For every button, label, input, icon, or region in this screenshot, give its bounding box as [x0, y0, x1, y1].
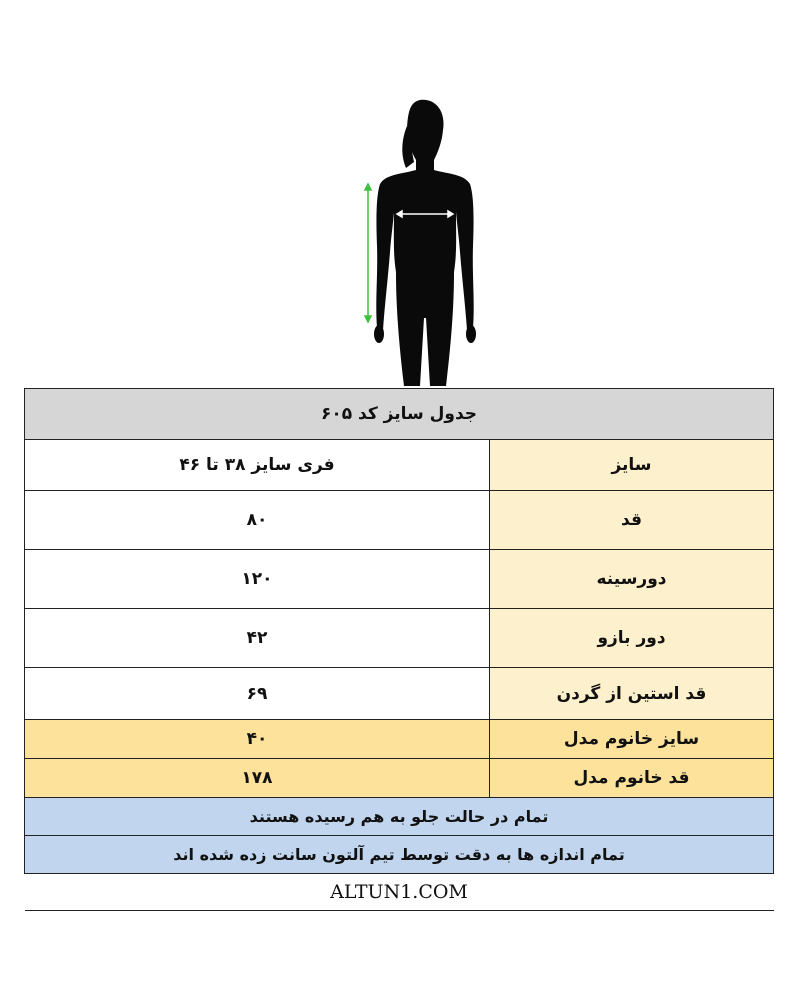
chest-label: دورسینه	[490, 550, 774, 609]
website-row	[25, 874, 774, 911]
model-size-value: ۴۰	[25, 720, 490, 759]
note-text: تمام در حالت جلو به هم رسیده هستند	[25, 798, 774, 836]
model-height-label: قد خانوم مدل	[490, 759, 774, 798]
note-text: تمام اندازه ها به دقت توسط تیم آلتون سانت زده شده اند	[25, 836, 774, 874]
table-row	[25, 759, 774, 798]
table-title: جدول سایز کد ۶۰۵	[25, 389, 774, 440]
website-url: ALTUN1.COM	[25, 874, 774, 911]
table-title-row	[25, 389, 774, 440]
length-label: قد	[490, 491, 774, 550]
table-row	[25, 491, 774, 550]
silhouette-icon	[374, 100, 476, 386]
model-height-value: ۱۷۸	[25, 759, 490, 798]
arm-label: دور بازو	[490, 609, 774, 668]
length-arrow-icon	[365, 184, 371, 322]
note-row	[25, 798, 774, 836]
size-label: سایز	[490, 440, 774, 491]
size-chart-table	[24, 388, 774, 911]
length-value: ۸۰	[25, 491, 490, 550]
table-row	[25, 440, 774, 491]
model-size-label: سایز خانوم مدل	[490, 720, 774, 759]
table-row	[25, 720, 774, 759]
body-silhouette-illustration	[350, 96, 500, 386]
sleeve-label: قد استین از گردن	[490, 668, 774, 720]
table-row	[25, 550, 774, 609]
note-row	[25, 836, 774, 874]
size-value: فری سایز ۳۸ تا ۴۶	[25, 440, 490, 491]
sleeve-value: ۶۹	[25, 668, 490, 720]
arm-value: ۴۲	[25, 609, 490, 668]
table-row	[25, 609, 774, 668]
chest-value: ۱۲۰	[25, 550, 490, 609]
table-row	[25, 668, 774, 720]
